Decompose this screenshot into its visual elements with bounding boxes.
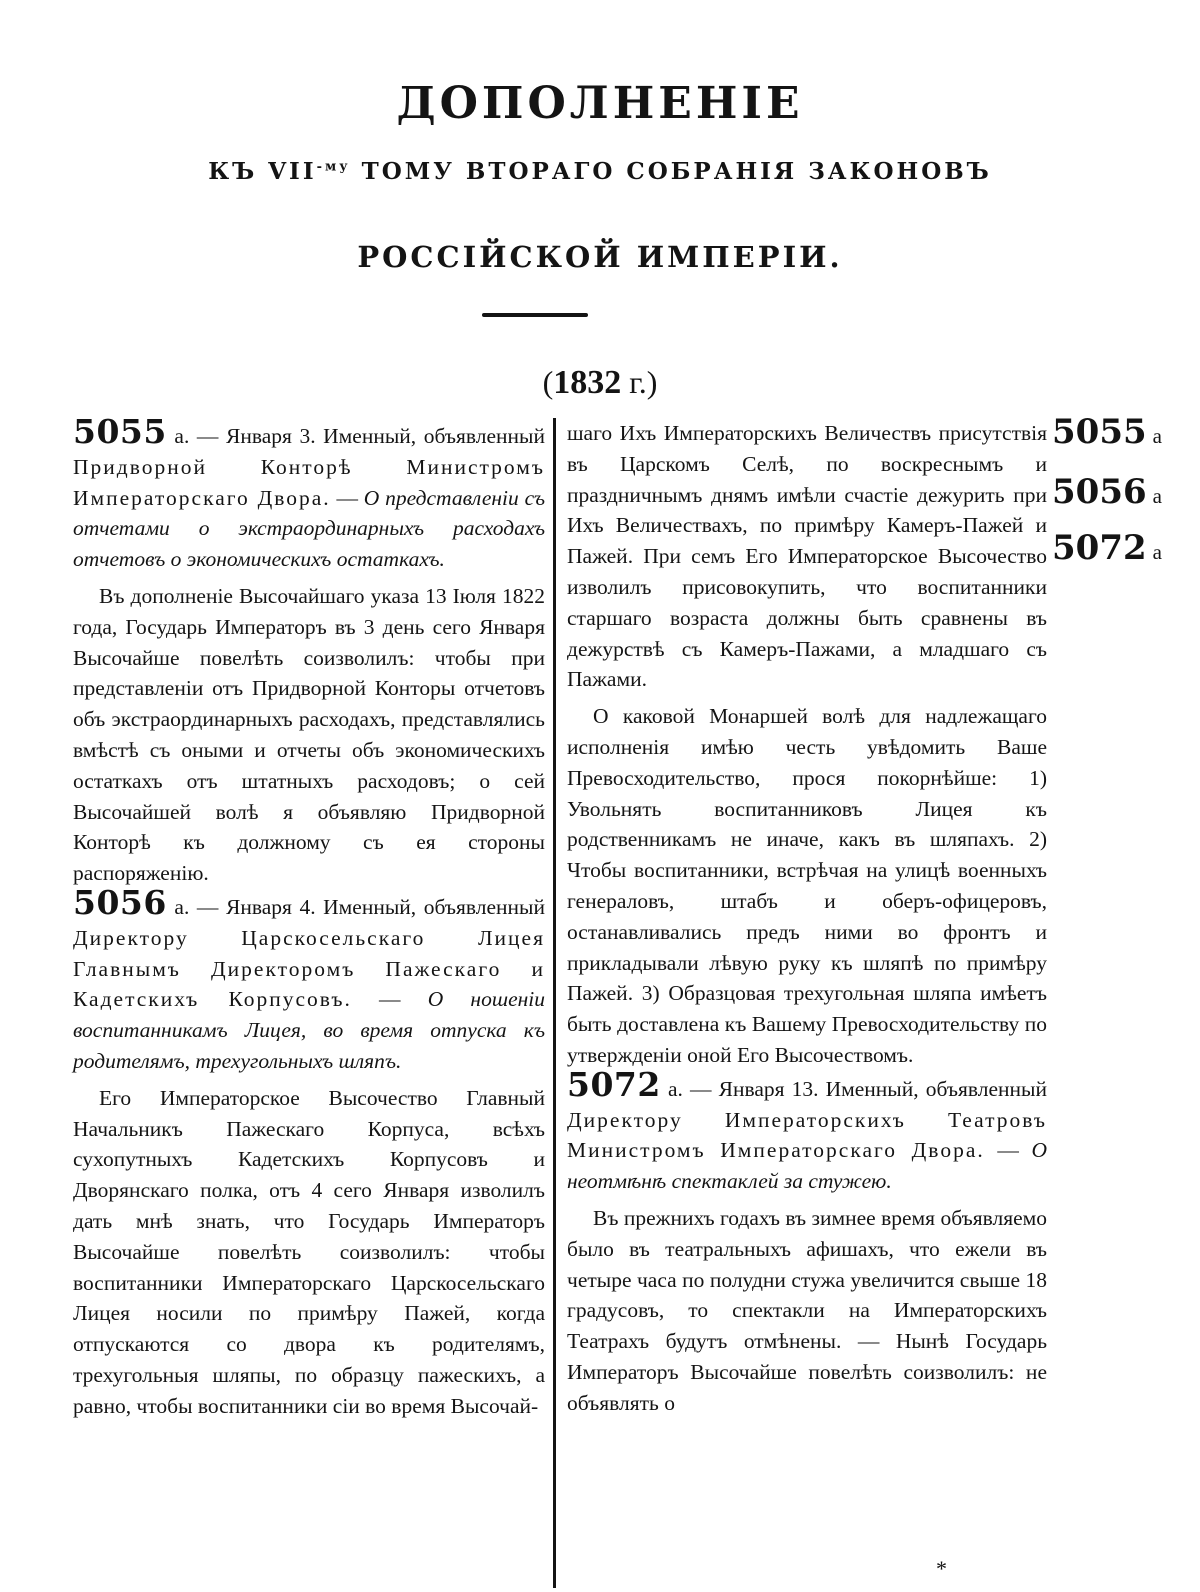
entry-head-addressee: Директору Царскосельскаго Лицея Главнымъ Директоромъ Пажескаго и Кадетскихъ Корпусовъ.	[73, 925, 545, 1012]
entry-head-addressee: Директору Императорскихъ Театровъ Министромъ Императорскаго Двора.	[567, 1107, 1047, 1163]
entry-head-dash: —	[351, 987, 428, 1012]
page-title: ДОПОЛНЕНІЕ	[396, 78, 804, 129]
entry-subject: О представленіи съ отчетами о экстраординарныхъ расходахъ отчетовъ о экономическихъ остаткахъ.	[73, 485, 546, 572]
entry-5072-heading	[567, 1064, 1047, 1197]
right-column	[567, 418, 1047, 1419]
margin-number-value: 5072	[1052, 528, 1147, 568]
entry-5056-paragraph-2: О каковой Монаршей волѣ для надлежащаго исполненія имѣю честь увѣдомить Ваше Превосходительство, прося покорнѣйше: 1) Увольнять воспитанниковъ Лицея къ родственникамъ не иначе, какъ въ шляпахъ. 2) Чтобы воспитанники, встрѣчая на улицѣ военныхъ генераловъ, штабъ и оберъ-офицеровъ, останавливались предъ ними во фронтъ и прикладывали лѣвую руку къ шляпѣ по примѣру Пажей. 3) Образцовая трехугольная шляпа имѣетъ быть доставлена къ Вашему Превосходительству по утвержденіи оной Его Высочествомъ.	[567, 704, 1047, 1067]
entry-subject: О ношеніи воспитанникамъ Лицея, во время отпуска къ родителямъ, трехугольныхъ шляпъ.	[73, 987, 546, 1073]
subtitle-prefix: КЪ VII	[208, 158, 317, 185]
margin-number-suffix: а	[1152, 424, 1162, 448]
entry-5055-text: Въ дополненіе Высочайшаго указа 13 Іюля 1822 года, Государь Императоръ въ 3 день сего Января Высочайше повелѣть соизволилъ: чтобы при представленіи отъ Придворной Конторы отчетовъ объ экстраординарныхъ расходахъ, представлялись вмѣстѣ съ оными и отчеты объ экономическихъ остаткахъ отъ штатныхъ расходовъ; о сей Высочайшей волѣ я объявляю Придворной Конторѣ къ должному съ ея стороны распоряженію.	[73, 583, 545, 886]
column-divider	[553, 418, 556, 1588]
year-heading	[0, 364, 1200, 402]
margin-number	[1052, 472, 1162, 512]
margin-number-value: 5056	[1052, 472, 1147, 512]
entry-head-date: а. — Января 4. Именный, объявленный	[166, 894, 545, 919]
entry-head-dash: —	[984, 1138, 1032, 1163]
title-rule	[482, 313, 588, 317]
entry-5056-text: Его Императорское Высочество Главный Начальникъ Пажескаго Корпуса, всѣхъ сухопутныхъ Кадетскихъ Корпусовъ и Дворянскаго полка, отъ 4 сего Января изволилъ дать мнѣ знать, что Государь Императоръ Высочайше повелѣть соизволилъ: чтобы воспитанники Императорскаго Царскосельскаго Лицея носили по примѣру Пажей, когда отпускаются со двора къ родителямъ, трехугольныя шляпы, по образцу пажескихъ, а равно, чтобы воспитанники сіи во время Высочай-	[73, 1085, 545, 1418]
page-subtitle	[0, 158, 1200, 185]
page-subtitle-line2: РОССІЙСКОЙ ИМПЕРІИ.	[357, 240, 843, 274]
signature-mark: *	[936, 1556, 947, 1581]
entry-5072-text: Въ прежнихъ годахъ въ зимнее время объявляемо было въ театральныхъ афишахъ, что ежели въ четыре часа по полудни стужа увеличится свыше 18 градусовъ, то спектакли на Императорскихъ Театрахъ будутъ отмѣнены. — Нынѣ Государь Императоръ Высочайше повелѣть соизволилъ: не объявлять о	[567, 1205, 1047, 1415]
margin-number-suffix: а	[1152, 540, 1162, 564]
entry-head-date: а. — Января 13. Именный, объявленный	[660, 1076, 1047, 1101]
year-number: 1832	[553, 364, 622, 401]
left-column	[73, 412, 546, 1422]
entry-subject: О неотмѣнѣ спектаклей за стужею.	[567, 1138, 1047, 1194]
year-open: (	[542, 364, 554, 400]
entry-number: 5055	[73, 412, 167, 451]
margin-number-value: 5055	[1052, 412, 1147, 452]
entry-head-addressee: Придворной Конторѣ Министромъ Императорскаго Двора.	[73, 454, 545, 510]
entry-head-date: а. — Января 3. Именный, объявленный	[166, 424, 545, 448]
entry-5056-continuation: шаго Ихъ Императорскихъ Величествъ присутствія въ Царскомъ Селѣ, по воскреснымъ и праздничнымъ днямъ имѣли счастіе дежурить при Ихъ Величествахъ, по примѣру Камеръ-Пажей и Пажей. При семъ Его Императорское Высочество изволилъ присовокупить, что воспитанники старшаго возраста должны быть сравнены въ дежурствѣ съ Камеръ-Пажами, а младшаго съ Пажами.	[567, 421, 1047, 692]
margin-number	[1052, 528, 1162, 568]
entry-number: 5072	[567, 1064, 661, 1104]
entry-number: 5056	[73, 882, 167, 922]
entry-5056-heading	[73, 882, 546, 1077]
margin-number-suffix: а	[1152, 484, 1162, 508]
entry-5055-heading	[73, 412, 546, 575]
margin-number	[1052, 412, 1162, 452]
subtitle-superscript: -му	[316, 159, 351, 175]
year-rest: г.)	[621, 364, 658, 400]
entry-head-dash: —	[330, 485, 364, 510]
subtitle-rest: ТОМУ ВТОРАГО СОБРАНІЯ ЗАКОНОВЪ	[350, 158, 992, 185]
